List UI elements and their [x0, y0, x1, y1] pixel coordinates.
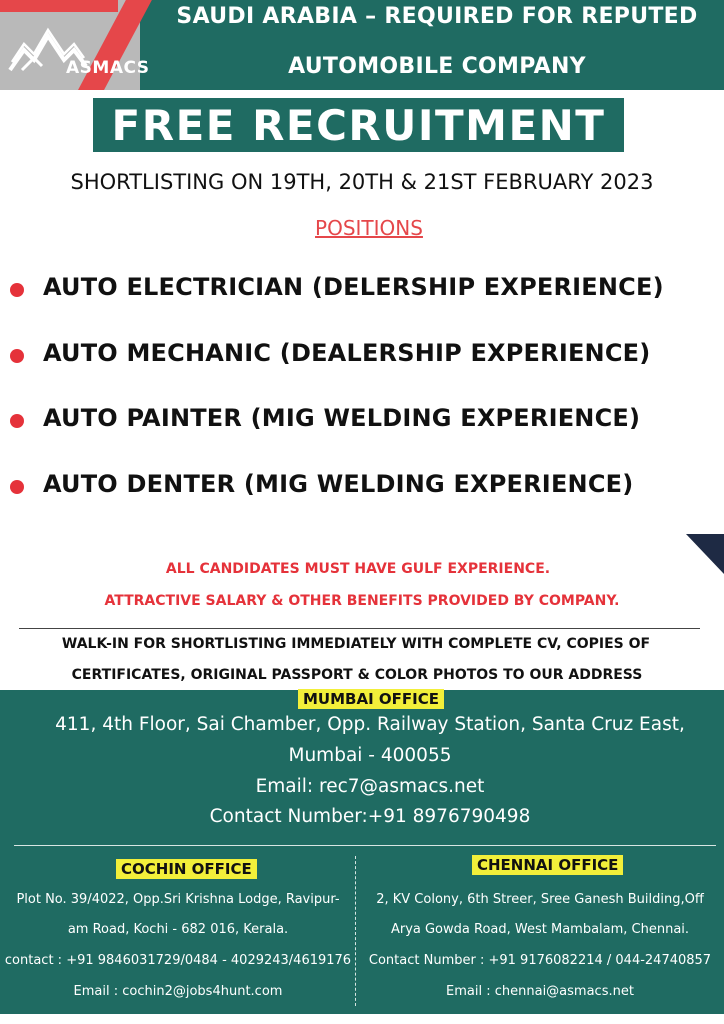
- header-line-2: AUTOMOBILE COMPANY: [288, 54, 586, 79]
- red-dot-bullet-icon: [10, 349, 24, 363]
- chennai-office-badge: CHENNAI OFFICE: [472, 855, 623, 875]
- divider: [14, 845, 716, 846]
- red-accent-bar: [0, 0, 118, 12]
- list-item: [10, 401, 640, 435]
- position-label: AUTO PAINTER (MIG WELDING EXPERIENCE): [43, 404, 641, 432]
- position-label: AUTO MECHANIC (DEALERSHIP EXPERIENCE): [43, 339, 651, 367]
- position-label: AUTO DENTER (MIG WELDING EXPERIENCE): [43, 470, 634, 498]
- positions-heading: POSITIONS: [315, 216, 423, 240]
- mumbai-office-badge: MUMBAI OFFICE: [298, 689, 444, 709]
- position-label: AUTO ELECTRICIAN (DELERSHIP EXPERIENCE): [43, 273, 664, 301]
- cochin-address-line: Plot No. 39/4022, Opp.Sri Krishna Lodge, Ravipur-: [16, 892, 340, 907]
- logo-text: ASMACS: [66, 58, 150, 78]
- red-dot-bullet-icon: [10, 414, 24, 428]
- asmacs-logo: [8, 26, 150, 86]
- mumbai-address-line: 411, 4th Floor, Sai Chamber, Opp. Railway Station, Santa Cruz East,: [55, 714, 685, 735]
- list-item: [10, 270, 664, 304]
- mumbai-email[interactable]: Email: rec7@asmacs.net: [255, 776, 485, 797]
- requirement-line: ALL CANDIDATES MUST HAVE GULF EXPERIENCE.: [165, 561, 551, 577]
- requirement-line: ATTRACTIVE SALARY & OTHER BENEFITS PROVIDED BY COMPANY.: [104, 593, 620, 609]
- bottom-strip: [0, 1014, 724, 1024]
- shortlisting-dates: SHORTLISTING ON 19TH, 20TH & 21ST FEBRUARY 2023: [70, 170, 654, 194]
- header-band: [0, 0, 724, 90]
- chennai-address-line: 2, KV Colony, 6th Streer, Sree Ganesh Building,Off: [376, 892, 704, 907]
- mumbai-address-line: Mumbai - 400055: [288, 745, 452, 766]
- title-box: [93, 98, 624, 152]
- list-item: [10, 336, 650, 370]
- cochin-office-badge: COCHIN OFFICE: [116, 859, 257, 879]
- walkin-line: CERTIFICATES, ORIGINAL PASSPORT & COLOR PHOTOS TO OUR ADDRESS: [71, 667, 643, 683]
- mumbai-contact[interactable]: Contact Number:+91 8976790498: [209, 806, 531, 827]
- red-dot-bullet-icon: [10, 283, 24, 297]
- chennai-email[interactable]: Email : chennai@asmacs.net: [446, 984, 634, 999]
- page-title: FREE RECRUITMENT: [111, 100, 606, 150]
- walkin-line: WALK-IN FOR SHORTLISTING IMMEDIATELY WITH COMPLETE CV, COPIES OF: [61, 636, 651, 652]
- divider: [19, 628, 700, 629]
- list-item: [10, 467, 633, 501]
- chennai-contact[interactable]: Contact Number : +91 9176082214 / 044-24740857: [368, 953, 712, 968]
- header-line-1: SAUDI ARABIA – REQUIRED FOR REPUTED: [176, 4, 698, 29]
- cochin-address-line: am Road, Kochi - 682 016, Kerala.: [67, 922, 289, 937]
- cochin-contact[interactable]: contact : +91 9846031729/0484 - 4029243/4619176: [4, 953, 352, 968]
- cochin-email[interactable]: Email : cochin2@jobs4hunt.com: [73, 984, 283, 999]
- red-dot-bullet-icon: [10, 480, 24, 494]
- chennai-address-line: Arya Gowda Road, West Mambalam, Chennai.: [390, 922, 690, 937]
